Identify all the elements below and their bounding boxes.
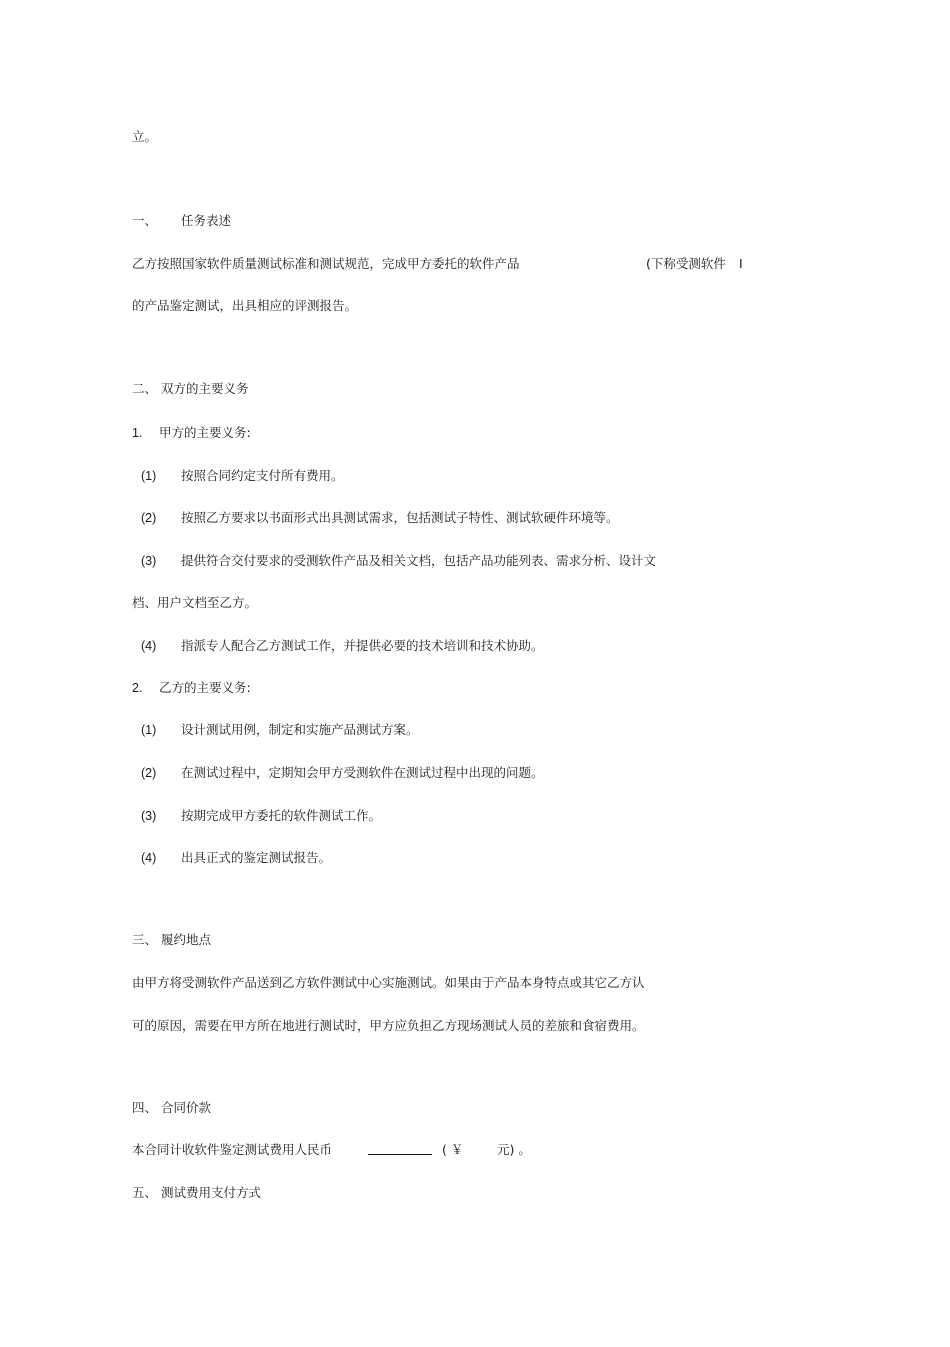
section-3-paragraph-line-1: 由甲方将受测软件产品送到乙方软件测试中心实施测试。如果由于产品本身特点或其它乙方认 <box>132 975 645 990</box>
section-1-number: 一、 <box>132 213 158 228</box>
list-item-number: (1) <box>141 469 157 483</box>
list-item-continuation: 档、用户文档至乙方。 <box>132 595 258 610</box>
list-item: 指派专人配合乙方测试工作，并提供必要的技术培训和技术协助。 <box>181 638 544 653</box>
list-item-number: (4) <box>141 851 157 865</box>
subsection-1-number: 1. <box>132 426 143 440</box>
section-1-paragraph-bar: I <box>739 256 743 271</box>
list-item: 提供符合交付要求的受测软件产品及相关文档，包括产品功能列表、需求分析、设计文 <box>181 553 657 568</box>
list-item: 设计测试用例，制定和实施产品测试方案。 <box>181 722 419 737</box>
list-item-number: (3) <box>141 809 157 823</box>
section-2-title: 二、 双方的主要义务 <box>132 381 249 396</box>
section-1-paragraph-line-1: 乙方按照国家软件质量测试标准和测试规范，完成甲方委托的软件产品 <box>132 256 520 271</box>
section-1-title: 任务表述 <box>181 213 232 228</box>
section-1-paragraph-tail: (下称受测软件 <box>646 256 726 271</box>
list-item-number: (1) <box>141 723 157 737</box>
list-item: 在测试过程中，定期知会甲方受测软件在测试过程中出现的问题。 <box>181 765 544 780</box>
currency-paren: ( ￥ <box>442 1142 464 1157</box>
line-fragment: 立。 <box>132 129 158 144</box>
subsection-2-number: 2. <box>132 681 143 695</box>
list-item: 出具正式的鉴定测试报告。 <box>181 850 332 865</box>
list-item: 按照乙方要求以书面形式出具测试需求，包括测试子特性、测试软硬件环境等。 <box>181 510 619 525</box>
section-3-title: 三、 履约地点 <box>132 932 211 947</box>
list-item-number: (2) <box>141 766 157 780</box>
subsection-2-title: 乙方的主要义务: <box>159 680 251 695</box>
section-3-paragraph-line-2: 可的原因，需要在甲方所在地进行测试时，甲方应负担乙方现场测试人员的差旅和食宿费用。 <box>132 1018 645 1033</box>
section-5-title: 五、 测试费用支付方式 <box>132 1185 261 1200</box>
section-1-paragraph-line-2: 的产品鉴定测试，出具相应的评测报告。 <box>132 298 358 313</box>
subsection-1-title: 甲方的主要义务: <box>159 425 251 440</box>
list-item: 按期完成甲方委托的软件测试工作。 <box>181 808 382 823</box>
section-4-paragraph: 本合同计收软件鉴定测试费用人民币 <box>132 1142 333 1157</box>
list-item-number: (2) <box>141 511 157 525</box>
list-item-number: (4) <box>141 639 157 653</box>
section-4-title: 四、 合同价款 <box>132 1100 211 1115</box>
amount-blank <box>368 1142 432 1159</box>
list-item: 按照合同约定支付所有费用。 <box>181 468 344 483</box>
list-item-number: (3) <box>141 554 157 568</box>
currency-unit: 元) 。 <box>497 1142 531 1157</box>
